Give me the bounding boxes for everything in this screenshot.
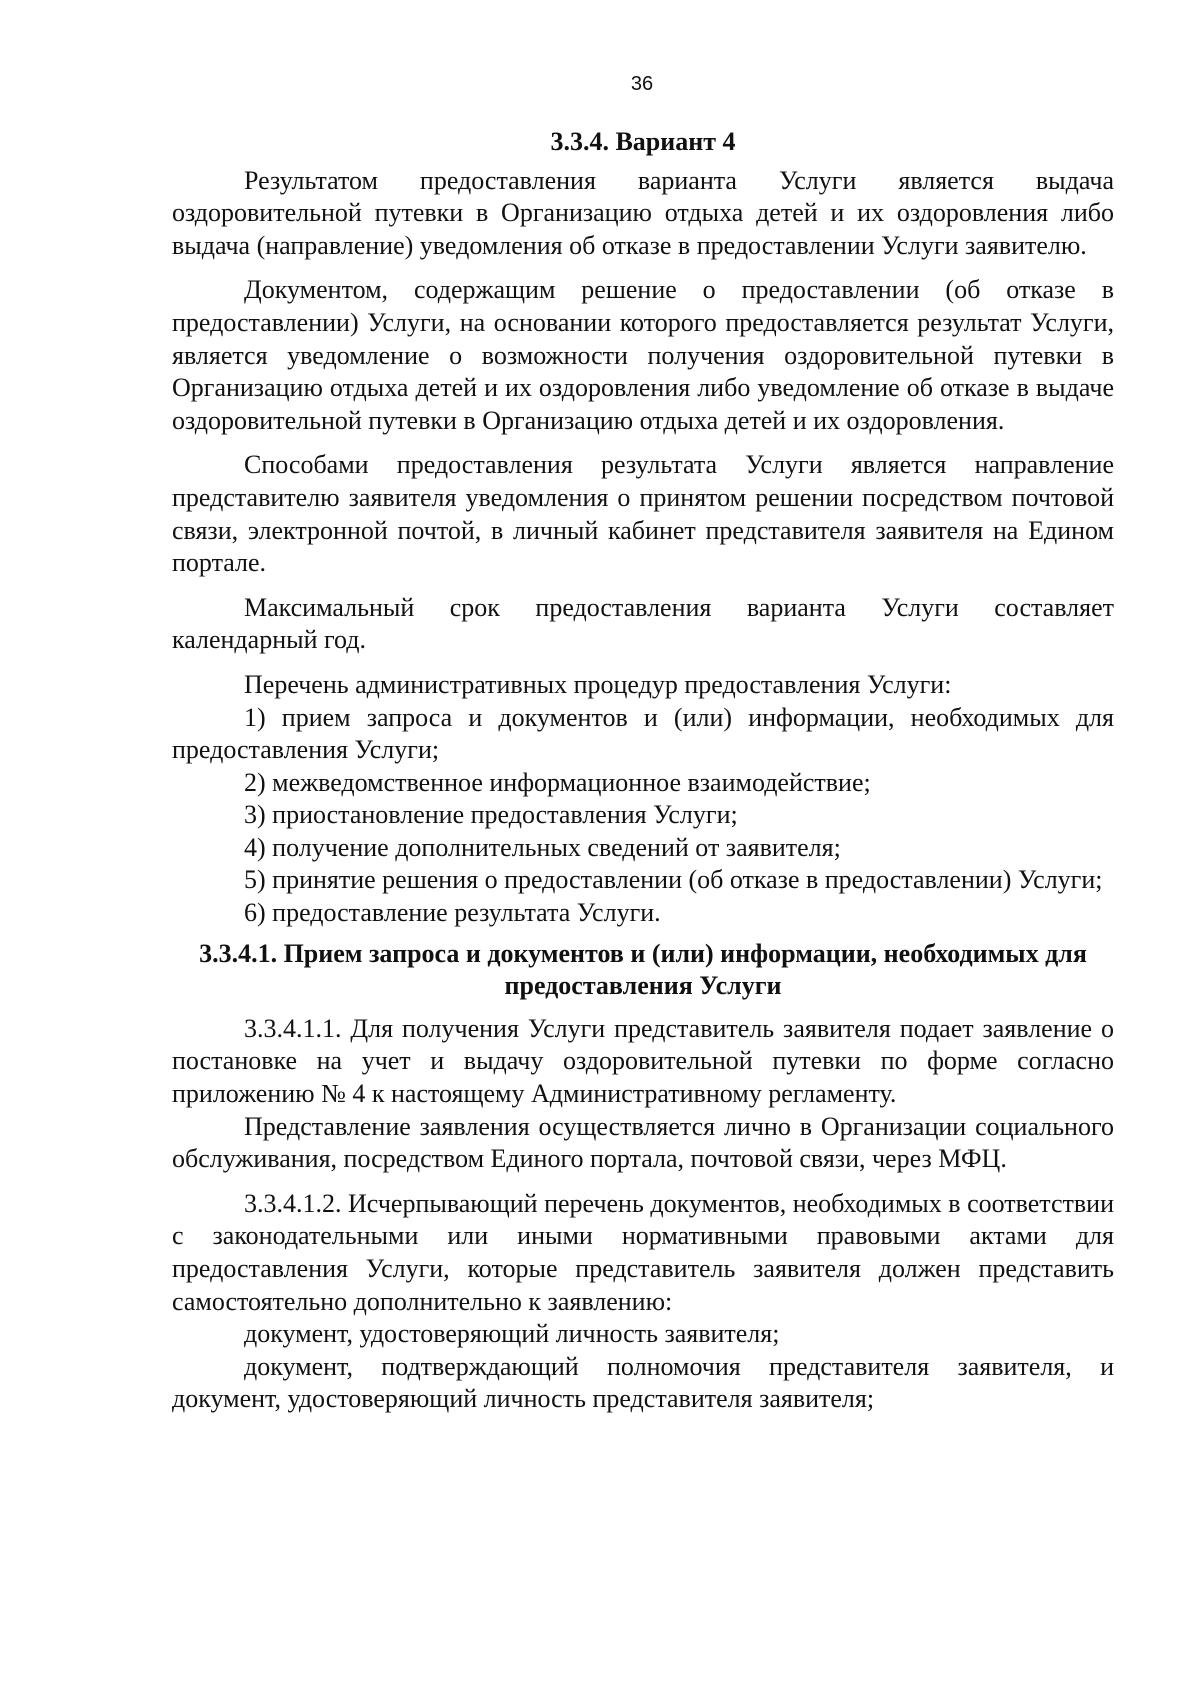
document-list-item: документ, удостоверяющий личность заявителя; xyxy=(244,1319,780,1349)
document-list-item: документ, подтверждающий полномочия представителя заявителя, и документ, удостоверяющий личность представителя заявителя; xyxy=(172,1351,1114,1414)
paragraph-decision-document: Документом, содержащим решение о предоставлении (об отказе в предоставлении) Услуги, на основании которого предоставляется результат Услуги, является уведомление о возможности получения оздоровительной путевки в Организацию отдыха детей и их оздоровления либо уведомление об отказе в выдаче оздоровительной путевки в Организацию отдыха детей и их оздоровления. xyxy=(172,275,1114,435)
paragraph-delivery-methods: Способами предоставления результата Услуги является направление представителю заявителя уведомления о принятом решении посредством почтовой связи, электронной почтой, в личный кабинет представителя заявителя на Едином портале. xyxy=(172,450,1114,578)
procedure-item: 5) принятие решения о предоставлении (об отказе в предоставлении) Услуги; xyxy=(244,865,1103,895)
procedure-item: 2) межведомственное информационное взаимодействие; xyxy=(244,767,871,797)
paragraph-submission: Представление заявления осуществляется лично в Организации социального обслуживания, посредством Единого портала, почтовой связи, через МФЦ. xyxy=(172,1111,1114,1174)
page-content xyxy=(172,126,1114,1416)
subsection-heading: 3.3.4.1. Прием запроса и документов и (или) информации, необходимых для предоставления Услуги xyxy=(199,938,1087,1001)
page-number: 36 xyxy=(630,73,654,95)
procedure-item: 4) получение дополнительных сведений от заявителя; xyxy=(244,832,841,862)
paragraph-document-list: 3.3.4.1.2. Исчерпывающий перечень документов, необходимых в соответствии с законодательными или иными нормативными правовыми актами для предоставления Услуги, которые представитель заявителя должен представить самостоятельно дополнительно к заявлению: xyxy=(172,1188,1114,1316)
procedures-intro: Перечень административных процедур предоставления Услуги: xyxy=(244,669,952,699)
section-heading: 3.3.4. Вариант 4 xyxy=(550,127,736,156)
procedure-item: 6) предоставление результата Услуги. xyxy=(244,898,661,928)
paragraph-max-term: Максимальный срок предоставления варианта Услуги составляет календарный год. xyxy=(172,592,1114,655)
procedure-item: 3) приостановление предоставления Услуги; xyxy=(244,800,738,830)
paragraph-result: Результатом предоставления варианта Услуги является выдача оздоровительной путевки в Организацию отдыха детей и их оздоровления либо выдача (направление) уведомления об отказе в предоставлении Услуги заявителю. xyxy=(172,165,1114,260)
paragraph-application: 3.3.4.1.1. Для получения Услуги представитель заявителя подает заявление о постановке на учет и выдачу оздоровительной путевки по форме согласно приложению № 4 к настоящему Административному регламенту. xyxy=(172,1013,1114,1109)
procedure-item: 1) прием запроса и документов и (или) информации, необходимых для предоставления Услуги; xyxy=(172,702,1114,765)
